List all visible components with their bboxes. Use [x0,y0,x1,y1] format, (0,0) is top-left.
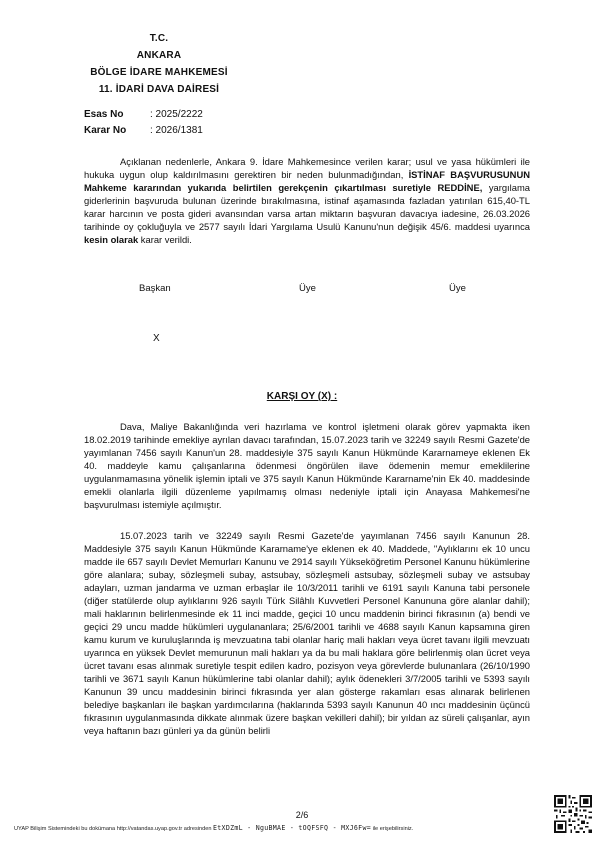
decision-text-2: yargılama giderlerinin başvuruda bulunan üzerinde bırakılmasına, istinaf aşamasında fazladan yatırılan 615,40-TL karar harcının ve posta gideri avansından varsa artan miktarın başvuran davacıya iadesine, 26.03.2026 tarihinde oy çokluğuyla ve 2577 sayılı İdari Yargılama Usulü Kanunu'nun değişik 45/6. maddesi uyarınca [84,182,530,232]
footer-verification-code: EtXDZmL - NguBMAE - tOQFSFQ - MXJ6Fw= [213,824,371,832]
karar-no-value: : 2026/1381 [150,125,203,136]
qr-code-icon [554,795,592,833]
header-court: BÖLGE İDARE MAHKEMESİ [90,67,228,78]
decision-text-3: karar verildi. [138,234,192,245]
header-chamber: 11. İDARİ DAVA DAİRESİ [98,84,220,95]
header-tc: T.C. [149,33,169,44]
esas-no-value: : 2025/2222 [150,109,203,120]
decision-paragraph [84,155,530,246]
header-city: ANKARA [136,50,182,61]
dissent-paragraph-2: 15.07.2023 tarih ve 32249 sayılı Resmi Gazete'de yayımlanan 7456 sayılı Kanunun 28. Maddesiyle 375 sayılı Kanun Hükmünde Kararname'ye eklenen ek 40. Maddede, "Aylıklarını ek 10 uncu madde ile 657 sayılı Devlet Memurları Kanunu ve 2914 sayılı Yükseköğretim Personel Kanunu hükümlerine göre alanlara; subay, sözleşmeli subay, astsubay, sözleşmeli astsubay, sözleşmeli subay ve astsubay adayları, uzman jandarma ve uzman erbaşlar ile 10/3/2011 tarihli ve 6191 sayılı Kanuna tabi personele (diğer statülerde olup aylıklarını 926 sayılı Türk Silâhlı Kuvvetleri Personel Kanununa göre alanlar dahil); mali haklarının belirlenmesinde ek 11 inci madde, geçici 10 uncu maddenin birinci fıkrasının (a) bendi ve geçici 29 uncu madde hükümleri uygulananlara; 25/6/2001 tarihli ve 4688 sayılı Kanun kapsamına giren kamu kurum ve kuruluşlarında iş mevzuatına tabi olanlar hariç mali hakları veya ücret tavanı ilgili mevzuatı uyarınca en yüksek Devlet memurunun mali hakları ya da bu mali haklara göre belirlenmiş olan ücret veya ücret tavanı esas alınmak suretiyle tespit edilen kadro, pozisyon veya görevlerde bulunanlara (26/10/1990 tarihli ve 3671 sayılı Kanun hükümlerine tabi olanlar dahil); aylık ödenekleri 3/7/2005 tarihli ve 5393 sayılı Kanunun 39 uncu maddesinin birinci fıkrasında yer alan gösterge rakamları esas alınarak belirlenen belediye başkanları ile başkan yardımcılarına (haklarında 5393 sayılı Kanunun 40 ıncı maddesinin üçüncü fıkrasının uygulanmasında dikkate alınmak üzere başkan vekilleri dahil); bir yıldan az süreli çalışanlar, ayın veya haftanın bazı günleri ya da günün belirli [84,530,530,736]
dissent-paragraph-1: Dava, Maliye Bakanlığında veri hazırlama ve kontrol işletmeni olarak görev yapmakta iken 18.02.2019 tarihinde emekliye ayrılan davacı tarafından, 15.07.2023 tarih ve 32249 sayılı Resmi Gazete'de yayımlanan 7456 sayılı Kanun'un 28. maddesiyle 375 sayılı Kanun Hükmünde Kararnameye eklenen Ek 40. maddeyle kamu çalışanlarına ödenmesi öngörülen ilave ödemenin memur emeklilerine uygulanmamasına yönelik işlemin iptali ve 375 sayılı Kanun Hükmünde Kararname'nin Ek 40. maddesinde emekli olanlarla ilgili düzenleme yapılmamış olması nedeniyle iptali için Anayasa Mahkemesi'ne başvurulması istemiyle açılmıştır. [84,421,530,510]
dissent-title: KARŞI OY (X) : [266,391,338,402]
karar-no-label: Karar No [84,125,127,136]
karar-no-row [84,124,203,138]
page-number: 2/6 [295,810,309,820]
signature-uye-2: Üye [449,283,466,294]
footer-notice: UYAP Bilişim Sistemindeki bu dokümana http://vatandas.uyap.gov.tr adresinden [14,826,212,832]
esas-no-row [84,108,203,122]
decision-finality: kesin olarak [84,234,139,245]
decision-text-1: Açıklanan nedenlerle, Ankara 9. İdare Mahkemesince verilen karar; usul ve yasa hükümleri ile hukuka uygun olup kaldırılmasını gerektiren bir neden bulunmadığından, [84,156,530,180]
court-header [84,30,234,98]
dissent-mark: X [153,333,160,344]
uyap-footer [14,824,413,832]
signature-uye-1: Üye [299,283,316,294]
esas-no-label: Esas No [84,109,124,120]
footer-suffix: ile erişebilirsiniz. [372,826,414,832]
signature-baskan: Başkan [139,283,171,294]
decision-verdict: İSTİNAF BAŞVURUSUNUN Mahkeme kararından yukarıda belirtilen gerekçenin çıkartılması suretiyle REDDİNE, [84,169,530,193]
